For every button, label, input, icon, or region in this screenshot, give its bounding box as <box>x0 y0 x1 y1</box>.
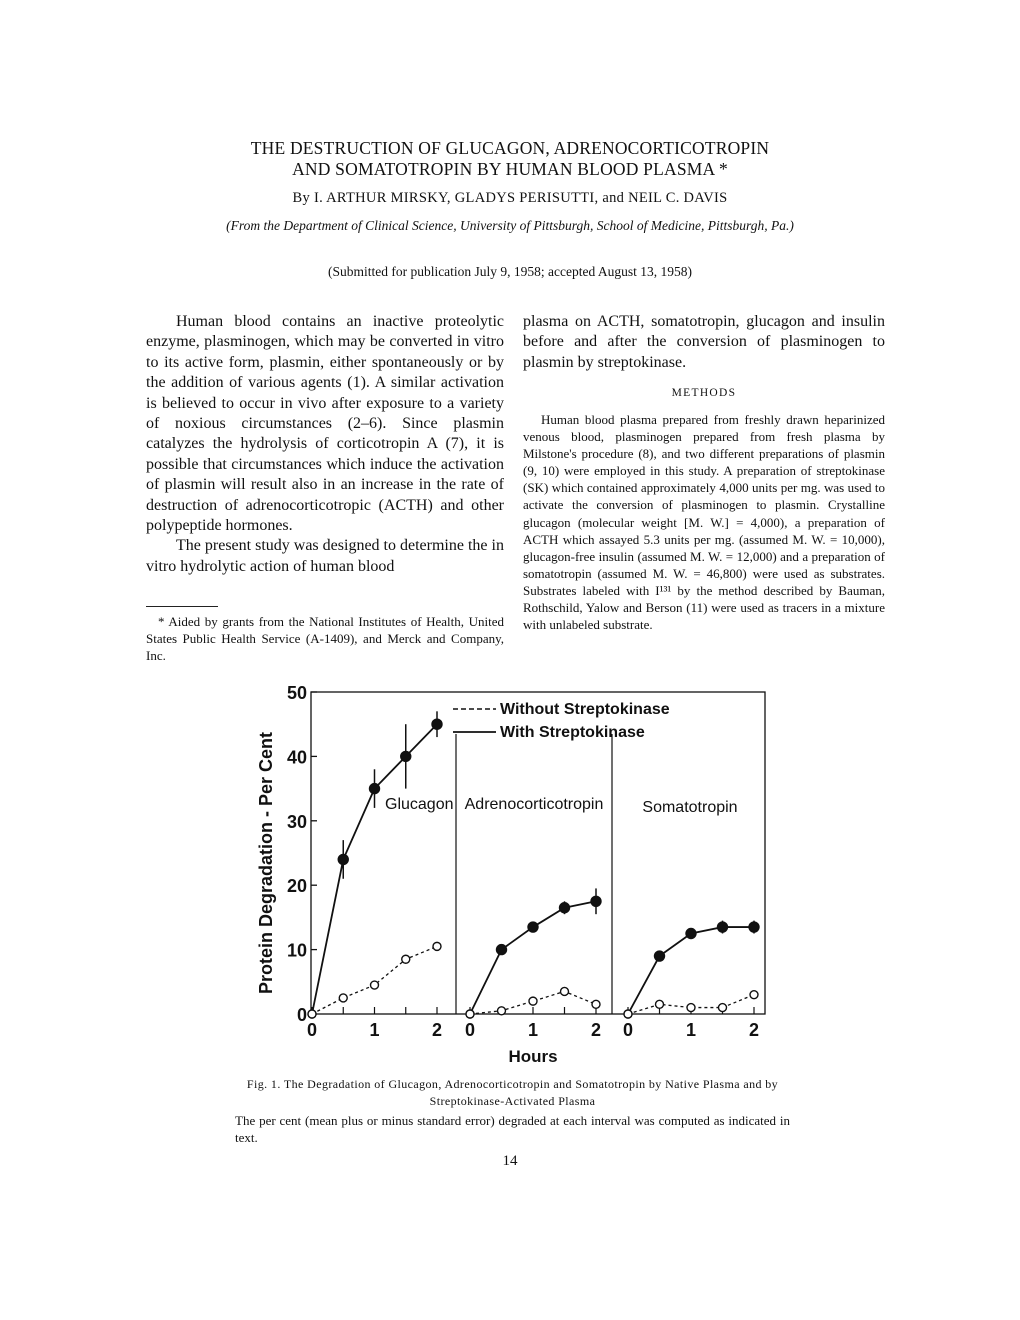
x-tick-label: 0 <box>464 1020 476 1040</box>
submission-dates: (Submitted for publication July 9, 1958; accepted August 13, 1958) <box>327 264 693 279</box>
data-point-filled <box>686 929 696 939</box>
figure-caption-text: The per cent (mean plus or minus standard error) degraded at each interval was computed as indicated in text. <box>235 1113 790 1145</box>
x-tick-label: 2 <box>748 1020 760 1040</box>
x-tick-label: 0 <box>306 1020 318 1040</box>
y-tick-label: 10 <box>286 940 307 961</box>
intro-paragraph-1: Human blood contains an inactive proteolytic enzyme, plasminogen, which may be converted in vitro to its active form, plasmin, either spontaneously or by the addition of various agents (1). A similar activation is believed to occur in vivo after exposure to a variety of noxious circumstances (2–6). Since plasmin catalyzes the hydrolysis of corticotropin A (7), it is possible that circumstances which induce the activation of plasmin will result also in an increase in the rate of destruction of adrenocorticotropic (ACTH) and other polypeptide hormones. <box>146 313 504 535</box>
y-tick-label: 0 <box>296 1005 307 1025</box>
methods-heading: METHODS <box>671 387 737 399</box>
data-point-open <box>592 1000 600 1008</box>
page-number: 14 <box>502 1153 518 1169</box>
data-point-open <box>529 997 537 1005</box>
x-tick-label: 1 <box>685 1020 697 1040</box>
data-point-filled <box>528 922 538 932</box>
article-title <box>140 138 880 180</box>
x-tick-label: 1 <box>527 1020 539 1040</box>
data-point-filled <box>401 751 411 761</box>
legend-label-without-streptokinase: Without Streptokinase <box>500 701 670 718</box>
data-point-filled <box>560 903 570 913</box>
data-point-open <box>687 1004 695 1012</box>
intro-paragraph-2: The present study was designed to determine the in vitro hydrolytic action of human blood <box>146 537 504 575</box>
right-column <box>523 312 885 373</box>
data-point-open <box>433 942 441 950</box>
x-axis-label: Hours <box>508 1047 558 1066</box>
y-tick-label: 40 <box>286 747 307 768</box>
data-point-filled <box>432 719 442 729</box>
data-point-filled <box>338 854 348 864</box>
x-tick-label: 1 <box>369 1020 380 1040</box>
data-point-open <box>498 1007 506 1015</box>
x-tick-label: 2 <box>431 1020 443 1040</box>
data-point-open <box>624 1010 632 1018</box>
authors: By I. ARTHUR MIRSKY, GLADYS PERISUTTI, and NEIL C. DAVIS <box>292 190 728 206</box>
y-tick-label: 20 <box>286 876 307 897</box>
affiliation: (From the Department of Clinical Science, University of Pittsburgh, School of Medicine, Pittsburgh, Pa.) <box>226 218 794 233</box>
figure-1-chart <box>250 682 780 1072</box>
data-point-filled <box>370 784 380 794</box>
y-tick-label: 50 <box>286 683 307 703</box>
series-line-with-streptokinase <box>312 724 437 1014</box>
data-point-filled <box>655 951 665 961</box>
y-tick-label: 30 <box>286 811 307 832</box>
footnote: * Aided by grants from the National Institutes of Health, United States Public Health Service (A-1409), and Merck and Company, Inc. <box>146 614 504 663</box>
data-point-open <box>719 1004 727 1012</box>
methods-paragraph: Human blood plasma prepared from freshly drawn heparinized venous blood, plasminogen prepared from fresh plasma by Milstone's procedure (8), and two different preparations of plasmin (9, 10) were employed in this study. A preparation of streptokinase (SK) which contained approximately 4,000 units per mg. was used to activate the conversion of plasminogen to plasmin. Crystalline glucagon (molecular weight [M. W.] = 4,000), a preparation of ACTH which assayed 5.3 units per mg. (assumed M. W. = 10,000), glucagon-free insulin (assumed M. W. = 12,000) and a preparation of somatotropin (assumed M. W. = 46,800) were used as substrates. Substrates labeled with I¹³¹ by the method described by Bauman, Rothschild, Yalow and Berson (11) were used as tracers in a mixture with unlabeled substrate. <box>523 412 885 633</box>
legend-label-with-streptokinase: With Streptokinase <box>500 724 645 741</box>
panel-label: Somatotropin <box>642 799 738 816</box>
y-axis-label: Protein Degradation - Per Cent <box>256 731 276 995</box>
series-line-with-streptokinase <box>628 927 754 1014</box>
data-point-open <box>656 1000 664 1008</box>
data-point-open <box>308 1010 316 1018</box>
data-point-filled <box>749 922 759 932</box>
intro-paragraph-continued: plasma on ACTH, somatotropin, glucagon and insulin before and after the conversion of plasminogen to plasmin by streptokinase. <box>523 313 885 371</box>
panel-label: Glucagon <box>385 796 454 813</box>
figure-caption-title: Fig. 1. The Degradation of Glucagon, Adrenocorticotropin and Somatotropin by Native Plasma and by Streptokinase-Activated Plasma <box>246 1077 779 1108</box>
footnote-divider <box>146 606 218 607</box>
x-tick-label: 0 <box>622 1020 634 1040</box>
x-tick-label: 2 <box>590 1020 602 1040</box>
data-point-filled <box>497 945 507 955</box>
data-point-open <box>339 994 347 1002</box>
series-line-without-streptokinase <box>312 946 437 1014</box>
chart-svg <box>250 682 780 1072</box>
panel-label: Adrenocorticotropin <box>464 796 604 813</box>
data-point-open <box>750 991 758 999</box>
data-point-filled <box>718 922 728 932</box>
data-point-open <box>371 981 379 989</box>
data-point-open <box>402 955 410 963</box>
left-column <box>146 312 504 577</box>
data-point-open <box>561 987 569 995</box>
data-point-filled <box>591 896 601 906</box>
title-line-2: AND SOMATOTROPIN BY HUMAN BLOOD PLASMA * <box>292 159 728 179</box>
data-point-open <box>466 1010 474 1018</box>
title-line-1: THE DESTRUCTION OF GLUCAGON, ADRENOCORTICOTROPIN <box>250 138 770 158</box>
